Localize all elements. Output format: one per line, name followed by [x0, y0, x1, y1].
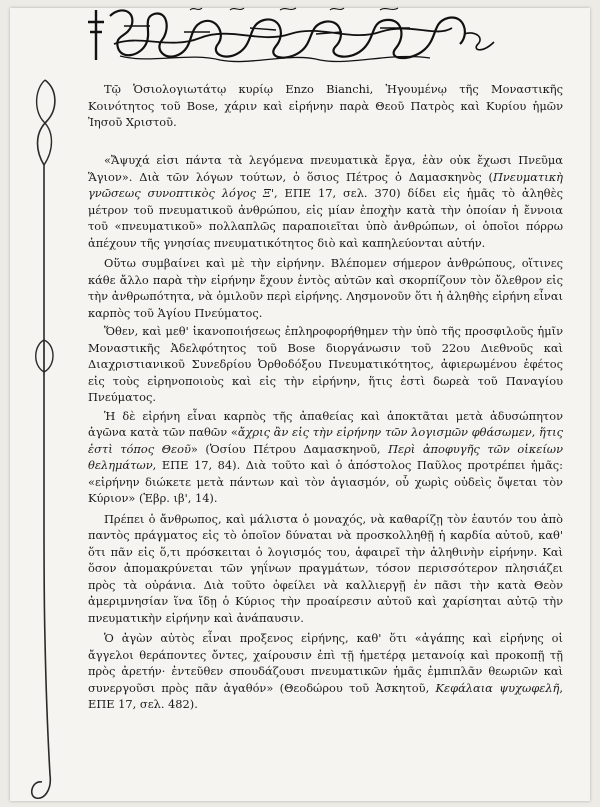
paragraph-5: Πρέπει ὁ ἄνθρωπος, καὶ μάλιστα ὁ μοναχός, νὰ καθαρίζῃ τὸν ἑαυτόν του ἀπὸ παντὸς πράγματος εἰς τὸ ὁποῖον δύναται νὰ προσκολληθῇ ἡ καρδία αὐτοῦ, καθ' ὅτι πᾶν εἰς ὅ,τι πρόσκειται ὁ λογισμός του, ἀφαιρεῖ τὴν ἀληθινὴν εἰρήνην. Καὶ ὅσον ἀπομακρύνεται τῶν γηΐνων πραγμάτων, τόσον περισσότερον πλησιάζει πρὸς τὰ οὐράνια. Διὰ τοῦτο ὀφείλει νὰ καλλιεργῇ ἐν πᾶσι τὴν κατὰ Θεὸν ἀμεριμνησίαν ἵνα ἴδῃ ὁ Κύριος τὴν προαίρεσιν αὐτοῦ καὶ χαρίσηται αὐτῷ τὴν πνευματικὴν εἰρήνην καὶ ἀνάπαυσιν. — [88, 511, 563, 625]
address-paragraph: Τῷ Ὁσιολογιωτάτῳ κυρίῳ Enzo Bianchi, Ἡγουμένῳ τῆς Μοναστικῆς Κοινότητος τοῦ Bose, χάριν καὶ εἰρήνην παρὰ Θεοῦ Πατρὸς καὶ Κυρίου ἡμῶν Ἰησοῦ Χριστοῦ. — [88, 82, 563, 129]
letter-body — [88, 152, 563, 715]
paragraph-1: «Ἄψυχά εἰσι πάντα τὰ λεγόμενα πνευματικὰ ἔργα, ἐὰν οὐκ ἔχωσι Πνεῦμα Ἅγιον». Διὰ τῶν λόγων τούτων, ὁ ὅσιος Πέτρος ὁ Δαμασκηνὸς (Πνευματικὴ γνῶσεως συνοπτικὸς λόγος Ξ', ΕΠΕ 17, σελ. 370) δίδει εἰς ἡμᾶς τὸ ἀληθὲς μέτρον τοῦ πνευματικοῦ ἀνθρώπου, εἰς μίαν ἐποχὴν κατὰ τὴν ὁποίαν ἡ ἔννοια τοῦ «πνευματικοῦ» πολλαπλῶς παραποιεῖται ὑπὸ ἀνθρώπων, οἱ ὁποῖοι πόρρω ἀπέχουν τῆς γνησίας πνευματικότητος διὸ καὶ καπηλεύονται αὐτήν. — [88, 153, 563, 250]
paragraph-2: Οὕτω συμβαίνει καὶ μὲ τὴν εἰρήνην. Βλέπομεν σήμερον ἀνθρώπους, οἵτινες κάθε ἄλλο παρὰ τὴν εἰρήνην ἔχουν ἐντὸς αὐτῶν καὶ σκορπίζουν τὸν ὄλεθρον εἰς τὴν ἀνθρωπότητα, νὰ ὁμιλοῦν περὶ εἰρήνης. Λησμονοῦν ὅτι ἡ ἀληθὴς εἰρήνη εἶναι καρπὸς τοῦ Ἁγίου Πνεύματος. — [88, 256, 563, 320]
paragraph-4: Ἡ δὲ εἰρήνη εἶναι καρπὸς τῆς ἀπαθείας καὶ ἀποκτᾶται μετὰ ἀδυσώπητον ἀγῶνα κατὰ τῶν παθῶν «ἄχρις ἂν εἰς τὴν εἰρήνην τῶν λογισμῶν φθάσωμεν, ἥτις ἐστὶ τόπος Θεοῦ» (Ὁσίου Πέτρου Δαμασκηνοῦ, Περὶ ἀποφυγῆς τῶν οἰκείων θελημάτων, ΕΠΕ 17, 84). Διὰ τοῦτο καὶ ὁ ἀπόστολος Παῦλος προτρέπει ἡμᾶς: «εἰρήνην διώκετε μετὰ πάντων καὶ τὸν ἁγιασμόν, οὗ χωρὶς οὐδεὶς ὄψεται τὸν Κύριον» (Ἑβρ. ιβ', 14). — [88, 408, 564, 505]
ribbon-cord-decoration — [14, 0, 84, 807]
paragraph-3: Ὅθεν, καὶ μεθ' ἱκανοποιήσεως ἐπληροφορήθημεν τὴν ὑπὸ τῆς προσφιλοῦς ἡμῖν Μοναστικῆς Ἀδελφότητος τοῦ Bose διοργάνωσιν τοῦ 22ου Διεθνοῦς καὶ Διαχριστιανικοῦ Συνεδρίου Ὀρθοδόξου Πνευματικότητος, ἀφιερωμένου ἐφέτος εἰς τοὺς εἰρηνοποιοὺς καὶ εἰς τὴν εἰρήνην, ἥτις ἐστὶ δωρεὰ τοῦ Παναγίου Πνεύματος. — [88, 324, 563, 404]
paragraph-6: Ὁ ἀγὼν αὐτὸς εἶναι προξενος εἰρήνης, καθ' ὅτι «ἀγάπης καὶ εἰρήνης οἱ ἄγγελοι θεράποντες ὄντες, χαίρουσιν ἐπὶ τῇ ἡμετέρᾳ μετανοίᾳ καὶ προκοπῇ τῇ πρὸς ἀρετήν· ἐντεῦθεν σπουδάζουσι πνευματικῶν ἡμᾶς ἐμπιπλᾶν θεωριῶν καὶ συνεργοῦσι πρὸς πᾶν ἀγαθόν» (Θεοδώρου τοῦ Ἀσκητοῦ, Κεφάλαια ψυχωφελῆ, ΕΠΕ 17, σελ. 482). — [88, 631, 563, 711]
patriarch-signature-heading — [80, 4, 500, 66]
letter-address — [88, 81, 563, 131]
